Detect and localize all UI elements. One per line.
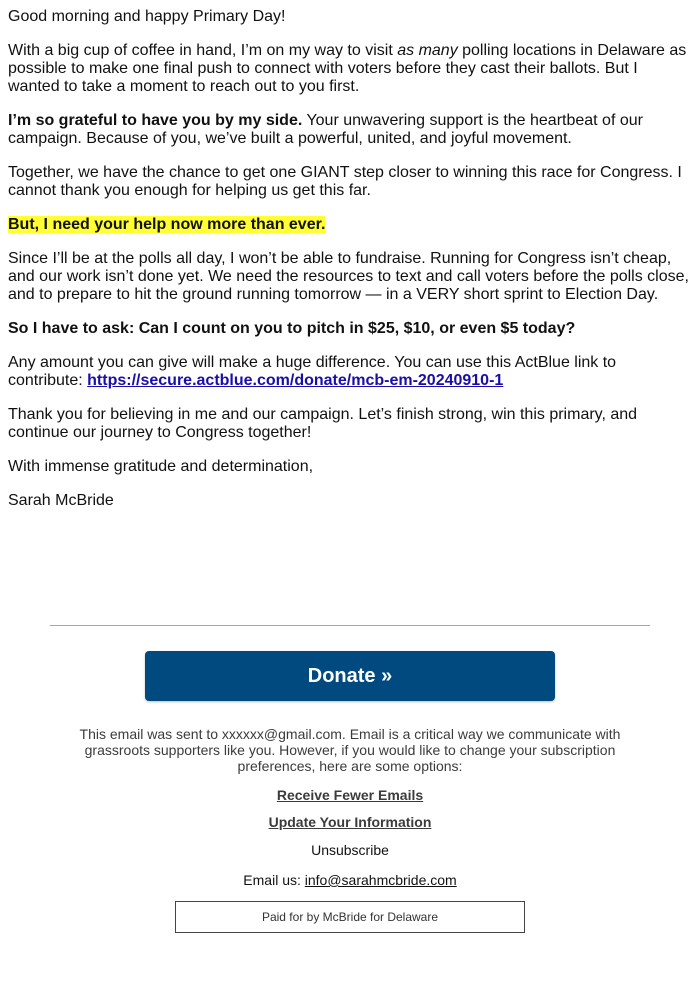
paid-for-disclaimer: Paid for by McBride for Delaware bbox=[175, 901, 525, 933]
email-us-label: Email us: bbox=[243, 872, 305, 888]
email-us-row bbox=[60, 872, 640, 888]
paragraph-ask bbox=[8, 320, 692, 338]
closing-line: With immense gratitude and determination, bbox=[8, 458, 314, 475]
update-information-link[interactable]: Update Your Information bbox=[268, 814, 432, 830]
receive-fewer-emails-row bbox=[60, 787, 640, 803]
paragraph-thanks: Thank you for believing in me and our campaign. Let’s finish strong, win this primary, and continue our journey to Congress together! bbox=[8, 406, 638, 441]
email-body bbox=[8, 8, 692, 510]
greeting: Good morning and happy Primary Day! bbox=[8, 8, 286, 25]
paragraph-amount-text: Any amount you can give will make a huge difference. You can use this ActBlue link to contribute: bbox=[8, 354, 617, 389]
highlighted-text: But, I need your help now more than ever. bbox=[8, 216, 326, 233]
emphasis-as-many: as many bbox=[397, 42, 458, 59]
paragraph-grateful bbox=[8, 112, 692, 148]
donate-button[interactable]: Donate » bbox=[145, 651, 555, 701]
update-information-row bbox=[60, 814, 640, 830]
paragraph-polls: Since I’ll be at the polls all day, I won’t be able to fundraise. Running for Congress isn’t cheap, and our work isn’t done yet. We need the resources to text and call voters before the polls close, and to prepare to hit the ground running tomorrow — in a VERY short sprint to Election Day. bbox=[8, 250, 689, 303]
paragraph-highlight bbox=[8, 216, 692, 234]
divider bbox=[50, 625, 650, 626]
paragraph-amount bbox=[8, 354, 692, 390]
unsubscribe-link[interactable]: Unsubscribe bbox=[311, 842, 389, 858]
paragraph-coffee-b: polling locations in Delaware as possible to make one final push to connect with voters before they cast their ballots. But I wanted to take a moment to reach out to you first. bbox=[8, 42, 687, 95]
paragraph-coffee-a: With a big cup of coffee in hand, I’m on my way to visit bbox=[8, 42, 398, 59]
actblue-donate-link[interactable]: https://secure.actblue.com/donate/mcb-em-20240910-1 bbox=[87, 372, 504, 389]
email-us-link[interactable]: info@sarahmcbride.com bbox=[304, 872, 457, 888]
ask-bold: So I have to ask: Can I count on you to pitch in $25, $10, or even $5 today? bbox=[8, 320, 576, 337]
paragraph-together: Together, we have the chance to get one GIANT step closer to winning this race for Congress. I cannot thank you enough for helping us get this far. bbox=[8, 164, 682, 199]
paragraph-coffee bbox=[8, 42, 692, 96]
paragraph-grateful-rest: Your unwavering support is the heartbeat of our campaign. Because of you, we’ve built a powerful, united, and joyful movement. bbox=[8, 112, 643, 147]
signature: Sarah McBride bbox=[8, 492, 114, 509]
subscription-notice: This email was sent to xxxxxx@gmail.com. Email is a critical way we communicate with grassroots supporters like you. However, if you would like to change your subscription preferences, here are some options: bbox=[79, 726, 621, 774]
grateful-bold: I’m so grateful to have you by my side. bbox=[8, 112, 303, 129]
receive-fewer-emails-link[interactable]: Receive Fewer Emails bbox=[276, 787, 424, 803]
